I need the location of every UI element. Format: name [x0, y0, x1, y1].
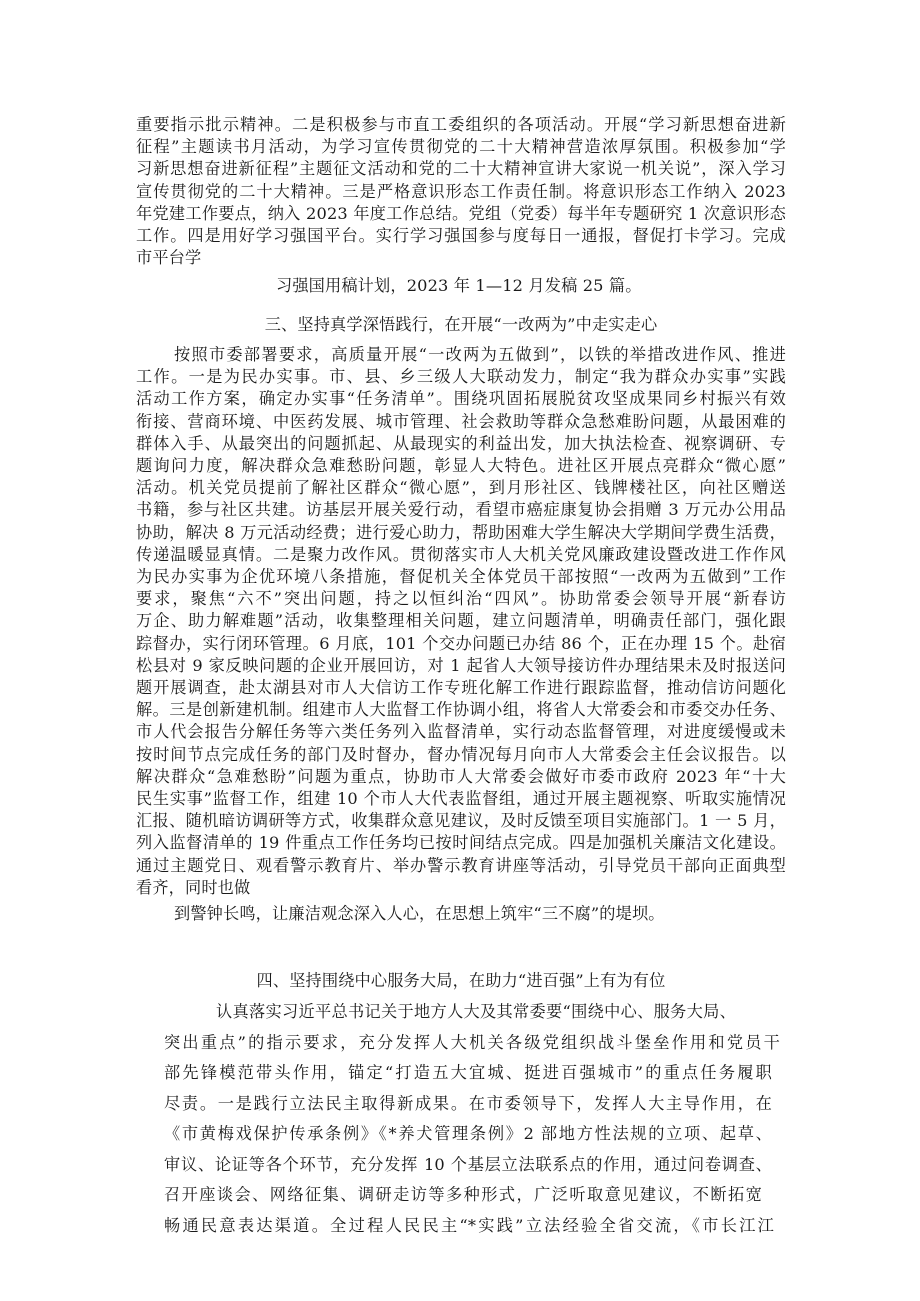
body-line: 协助，解决 8 万元活动经费；进行爱心助力，帮助困难大学生解决大学期间学费生活费， [136, 522, 786, 542]
body-line: 工作。四是用好学习强国平台。实行学习强国参与度每日一通报，督促打卡学习。完成 [136, 226, 786, 245]
body-line: 看齐，同时也做 [136, 877, 251, 897]
body-line: 解决群众“急难愁盼”问题为重点，协助市人大常委会做好市委市政府 2023 年“十大 [136, 766, 786, 786]
body-line: 尽责。一是践行立法民主取得新成果。在市委领导下，发挥人大主导作用，在 [164, 1093, 772, 1113]
body-line: 征程”主题读书月活动，为学习宣传贯彻党的二十大精神营造浓厚氛围。积极参加“学 [136, 137, 786, 157]
body-line: 踪督办，实行闭环管理。6 月底，101 个交办问题已办结 86 个，正在办理 15 个。赴宿 [136, 633, 786, 653]
body-line: 题询问力度，解决群众急难愁盼问题，彰显人大特色。进社区开展点亮群众“微心愿” [136, 456, 786, 475]
body-line: 市平台学 [136, 248, 202, 268]
body-line: 重要指示批示精神。二是积极参与市直工委组织的各项活动。开展“学习新思想奋进新 [136, 115, 786, 134]
body-line: 书籍，参与社区共建。访基层开展关爱行动，看望市癌症康复协会捐赠 3 万元办公用品 [136, 500, 786, 520]
body-line: 万企、助力解难题”活动，收集整理相关问题，建立问题清单，明确责任部门，强化跟 [136, 611, 786, 631]
section-heading: 三、坚持真学深悟践行，在开展“一改两为”中走实走心 [264, 315, 658, 334]
body-line: 畅通民意表达渠道。全过程人民民主“*实践”立法经验全省交流，《市长江江 [164, 1215, 774, 1235]
body-line: 为民办实事为企优环境八条措施，督促机关全体党员干部按照“一改两为五做到”工作 [136, 567, 786, 586]
body-line: 审议、论证等各个环节，充分发挥 10 个基层立法联系点的作用，通过问卷调查、 [164, 1154, 772, 1174]
body-line: 宣传贯彻党的二十大精神。三是严格意识形态工作责任制。将意识形态工作纳入 2023 [136, 181, 786, 201]
body-line: 通过主题党日、观看警示教育片、举办警示教育讲座等活动，引导党员干部向正面典型 [136, 855, 786, 875]
body-line: 要求，聚焦“六不”突出问题，持之以恒纠治“四风”。协助常委会领导开展“新春访 [136, 589, 786, 609]
body-line: 召开座谈会、网络征集、调研走访等多种形式，广泛听取意见建议，不断拓宽 [164, 1185, 762, 1204]
body-line: 题开展调查，赴太湖县对市人大信访工作专班化解工作进行跟踪监督，推动信访问题化 [136, 678, 786, 697]
body-line: 工作。一是为民办实事。市、县、乡三级人大联动发力，制定“我为群众办实事”实践 [136, 367, 786, 387]
body-line: 《市黄梅戏保护传承条例》《*养犬管理条例》2 部地方性法规的立项、起草、 [164, 1124, 772, 1143]
body-line: 松县对 9 家反映问题的企业开展回访，对 1 起省人大领导接访件办理结果未及时报送问 [136, 655, 786, 675]
body-line: 习新思想奋进新征程”主题征文活动和党的二十大精神宣讲大家说一机关说”，深入学习 [136, 159, 786, 179]
body-line: 市人代会报告分解任务等六类任务列入监督清单，实行动态监督管理，对进度缓慢或未 [136, 722, 786, 742]
body-line: 到警钟长鸣，让廉洁观念深入人心，在思想上筑牢“三不腐”的堤坝。 [174, 904, 665, 923]
body-line: 年党建工作要点，纳入 2023 年度工作总结。党组（党委）每半年专题研究 1 次意识形态 [136, 203, 786, 223]
body-line: 汇报、随机暗访调研等方式，收集群众意见建议，及时反馈至项目实施部门。1 一 5 月， [136, 811, 786, 831]
body-line: 按时间节点完成任务的部门及时督办，督办情况每月向市人大常委会主任会议报告。以 [136, 744, 786, 764]
body-line: 突出重点”的指示要求，充分发挥人大机关各级党组织战斗堡垒作用和党员干 [164, 1032, 780, 1052]
body-line: 活动工作方案，确定办实事“任务清单”。围绕巩固拓展脱贫攻坚成果同乡村振兴有效 [136, 389, 786, 409]
body-line: 部先锋模范带头作用，锚定“打造五大宜城、挺进百强城市”的重点任务履职 [164, 1063, 772, 1082]
body-line: 认真落实习近平总书记关于地方人大及其常委要“围绕中心、服务大局、 [216, 1002, 736, 1021]
section-heading: 四、坚持围绕中心服务大局，在助力“进百强”上有为有位 [256, 971, 666, 990]
body-line: 习强国用稿计划，2023 年 1—12 月发稿 25 篇。 [276, 276, 642, 296]
body-line: 衔接、营商环境、中医药发展、城市管理、社会救助等群众急愁难盼问题，从最困难的 [136, 411, 786, 431]
body-line: 群体入手、从最突出的问题抓起、从最现实的利益出发，加大执法检查、视察调研、专 [136, 433, 786, 453]
body-line: 解。三是创新建机制。组建市人大监督工作协调小组，将省人大常委会和市委交办任务、 [136, 700, 786, 720]
body-line: 列入监督清单的 19 件重点工作任务均已按时间结点完成。四是加强机关廉洁文化建设。 [136, 833, 786, 853]
body-line: 按照市委部署要求，高质量开展“一改两为五做到”，以铁的举措改进作风、推进 [174, 345, 786, 364]
body-line: 活动。机关党员提前了解社区群众“微心愿”，到月形社区、钱牌楼社区，向社区赠送 [136, 478, 786, 498]
body-line: 传递温暖显真情。二是聚力改作风。贯彻落实市人大机关党风廉政建设暨改进工作作风 [136, 544, 786, 564]
body-line: 民生实事”监督工作，组建 10 个市人大代表监督组，通过开展主题视察、听取实施情况 [136, 789, 786, 808]
